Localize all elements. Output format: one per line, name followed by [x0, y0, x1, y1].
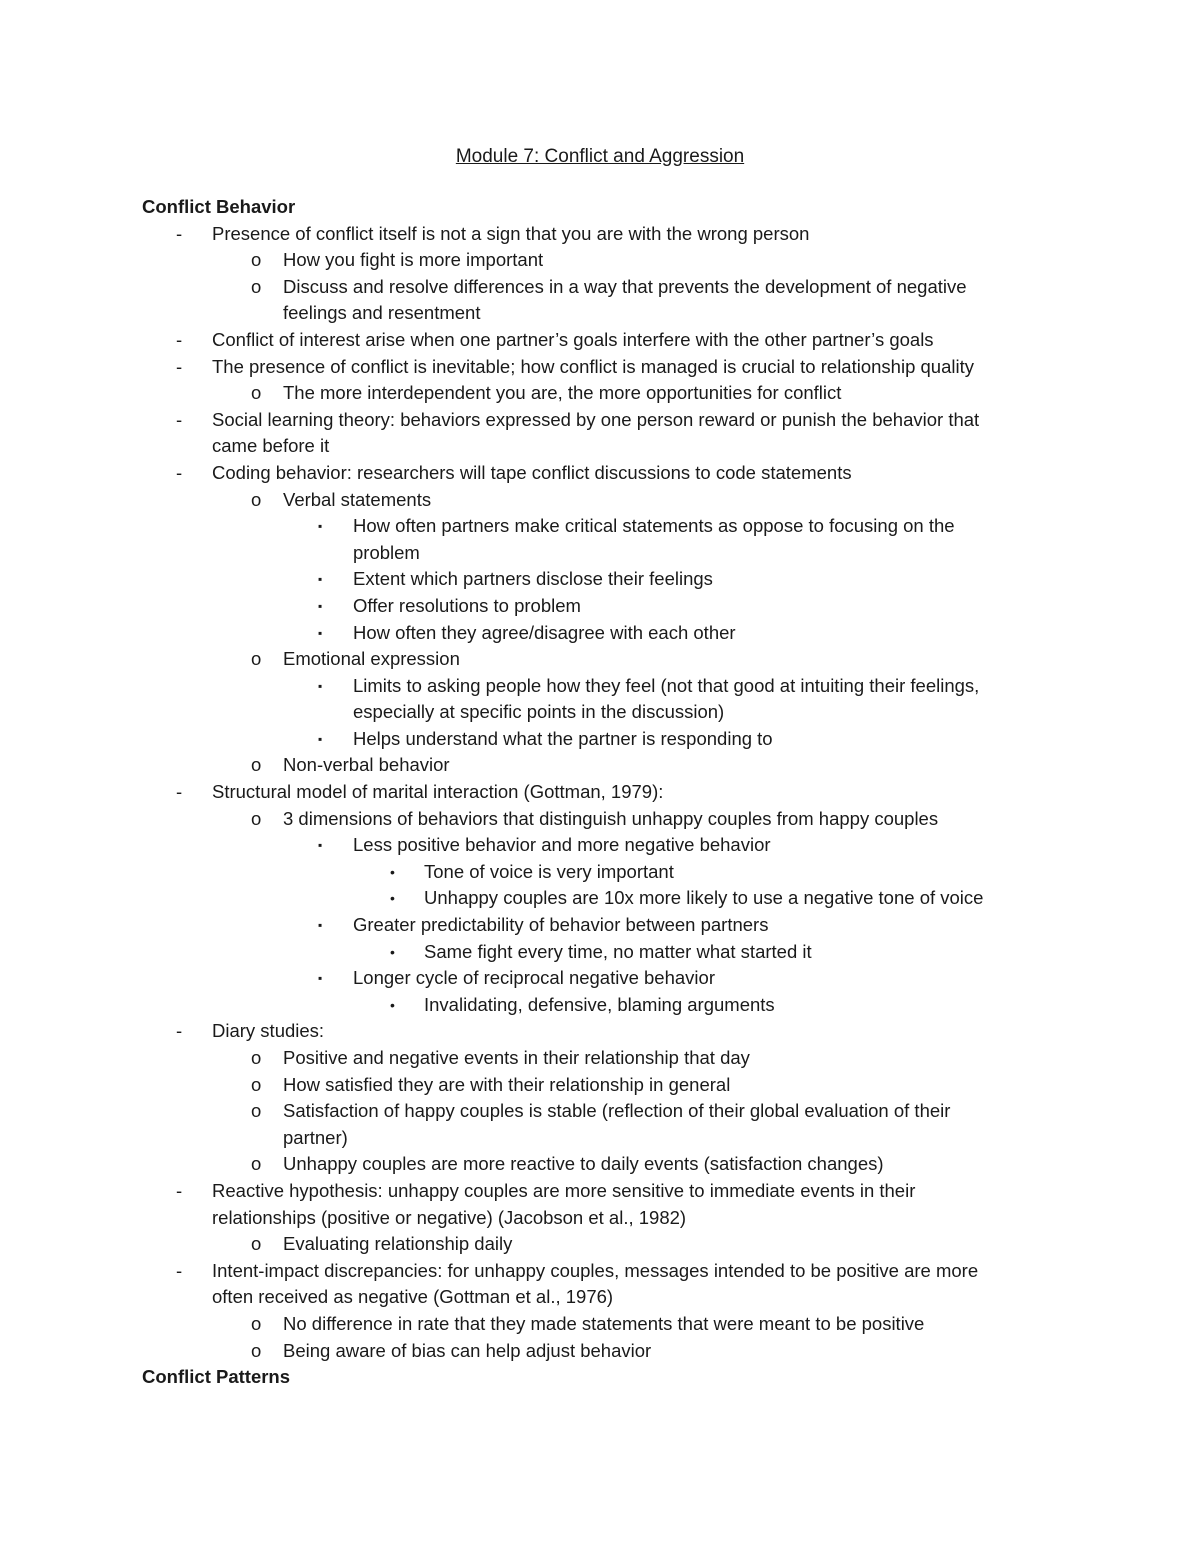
list-item-text: Verbal statements — [283, 488, 432, 510]
list-item-text: came before it — [212, 435, 330, 457]
list-item — [0, 380, 1200, 407]
list-item — [0, 1231, 1200, 1258]
bullet-marker: • — [390, 863, 395, 880]
circle-marker: o — [251, 382, 262, 404]
list-item-text: Limits to asking people how they feel (not that good at intuiting their feelings, — [353, 674, 980, 696]
list-item-text: Emotional expression — [283, 648, 460, 670]
list-item-text: The presence of conflict is inevitable; how conflict is managed is crucial to relationship quality — [212, 355, 974, 377]
list-item-text: Tone of voice is very important — [424, 860, 674, 882]
list-item — [0, 1018, 1200, 1045]
list-item-text: Unhappy couples are 10x more likely to use a negative tone of voice — [424, 887, 984, 909]
list-item-text: Conflict of interest arise when one partner’s goals interfere with the other partner’s goals — [212, 328, 934, 350]
list-item-text: Extent which partners disclose their feelings — [353, 568, 713, 590]
circle-marker: o — [251, 249, 262, 271]
square-marker: ▪ — [318, 572, 323, 587]
list-item — [0, 912, 1200, 939]
list-item — [0, 726, 1200, 753]
list-item — [0, 513, 1200, 540]
list-item-text: How you fight is more important — [283, 249, 544, 271]
list-item-text: Same fight every time, no matter what started it — [424, 940, 812, 962]
circle-marker: o — [251, 754, 262, 776]
list-item-text: 3 dimensions of behaviors that distinguish unhappy couples from happy couples — [283, 807, 939, 829]
list-item-text: Structural model of marital interaction (Gottman, 1979): — [212, 781, 664, 803]
list-item — [0, 1098, 1200, 1125]
list-item-text: How satisfied they are with their relationship in general — [283, 1073, 731, 1095]
dash-marker: - — [176, 1020, 183, 1042]
list-item-text: problem — [353, 541, 420, 563]
list-item-text: Positive and negative events in their relationship that day — [283, 1047, 750, 1068]
bullet-marker: • — [390, 996, 395, 1013]
list-item-text: Non-verbal behavior — [283, 754, 450, 776]
circle-marker: o — [251, 1100, 262, 1122]
dash-marker: - — [176, 461, 183, 483]
square-marker: ▪ — [318, 519, 323, 534]
square-marker: ▪ — [318, 598, 323, 613]
circle-marker: o — [251, 1339, 262, 1361]
list-item — [0, 965, 1200, 992]
list-item-continuation — [0, 540, 1200, 567]
list-item — [0, 1178, 1200, 1205]
list-item-text: relationships (positive or negative) (Jacobson et al., 1982) — [212, 1206, 687, 1228]
list-item-continuation — [0, 1205, 1200, 1232]
list-item — [0, 885, 1200, 912]
circle-marker: o — [251, 1312, 262, 1334]
list-item-text: Unhappy couples are more reactive to daily events (satisfaction changes) — [283, 1153, 884, 1175]
list-item — [0, 1045, 1200, 1072]
list-item — [0, 354, 1200, 381]
list-item — [0, 593, 1200, 620]
dash-marker: - — [176, 222, 183, 244]
list-item-text: partner) — [283, 1126, 348, 1148]
list-item — [0, 673, 1200, 700]
list-item — [0, 832, 1200, 859]
list-item — [0, 221, 1200, 248]
list-item-text: How often partners make critical statements as oppose to focusing on the — [353, 515, 955, 537]
list-item — [0, 274, 1200, 301]
list-item-text: Greater predictability of behavior between partners — [353, 914, 769, 936]
section-heading-conflict-patterns: Conflict Patterns — [142, 1366, 291, 1388]
list-item — [0, 620, 1200, 647]
list-item-text: No difference in rate that they made statements that were meant to be positive — [283, 1312, 925, 1334]
document-body — [0, 194, 1200, 1391]
list-item — [0, 487, 1200, 514]
list-item-continuation — [0, 300, 1200, 327]
square-marker: ▪ — [318, 918, 323, 933]
list-item-text: feelings and resentment — [283, 302, 481, 324]
list-item-text: Being aware of bias can help adjust behavior — [283, 1339, 652, 1361]
list-item-text: How often they agree/disagree with each other — [353, 621, 736, 643]
list-item — [0, 1311, 1200, 1338]
list-item-continuation — [0, 1125, 1200, 1152]
list-item-text: Coding behavior: researchers will tape conflict discussions to code statements — [212, 461, 852, 483]
dash-marker: - — [176, 781, 183, 803]
square-marker: ▪ — [318, 731, 323, 746]
list-item-text: Social learning theory: behaviors expressed by one person reward or punish the behavior that — [212, 408, 980, 430]
list-item — [0, 1072, 1200, 1099]
document-title: Module 7: Conflict and Aggression — [455, 146, 745, 167]
list-item — [0, 1258, 1200, 1285]
bullet-marker: • — [390, 943, 395, 960]
dash-marker: - — [176, 408, 183, 430]
list-item-text: Invalidating, defensive, blaming arguments — [424, 993, 775, 1015]
list-item-text: Offer resolutions to problem — [353, 594, 581, 616]
section-heading-conflict-behavior: Conflict Behavior — [142, 196, 296, 217]
circle-marker: o — [251, 1073, 262, 1095]
list-item — [0, 460, 1200, 487]
list-item — [0, 327, 1200, 354]
list-item-text: Discuss and resolve differences in a way that prevents the development of negative — [283, 275, 967, 297]
list-item-text: Intent-impact discrepancies: for unhappy couples, messages intended to be positive are more — [212, 1259, 979, 1281]
circle-marker: o — [251, 1047, 262, 1068]
list-item-text: Satisfaction of happy couples is stable (reflection of their global evaluation of their — [283, 1100, 951, 1122]
dash-marker: - — [176, 1179, 183, 1201]
circle-marker: o — [251, 1153, 262, 1175]
circle-marker: o — [251, 488, 262, 510]
list-item — [0, 992, 1200, 1019]
dash-marker: - — [176, 355, 183, 377]
list-item — [0, 752, 1200, 779]
list-item — [0, 859, 1200, 886]
list-item — [0, 566, 1200, 593]
list-item — [0, 806, 1200, 833]
list-item-text: Presence of conflict itself is not a sign that you are with the wrong person — [212, 222, 810, 244]
list-item-text: Helps understand what the partner is responding to — [353, 727, 773, 749]
list-item-text: Longer cycle of reciprocal negative behavior — [353, 967, 715, 989]
dash-marker: - — [176, 1259, 183, 1281]
list-item-continuation — [0, 1284, 1200, 1311]
list-item-text: Evaluating relationship daily — [283, 1233, 513, 1255]
list-item — [0, 779, 1200, 806]
square-marker: ▪ — [318, 838, 323, 853]
circle-marker: o — [251, 807, 262, 829]
list-item-text: The more interdependent you are, the more opportunities for conflict — [283, 382, 842, 404]
circle-marker: o — [251, 648, 262, 670]
list-item-continuation — [0, 699, 1200, 726]
list-item — [0, 1151, 1200, 1178]
list-item-text: Diary studies: — [212, 1020, 325, 1042]
circle-marker: o — [251, 1233, 262, 1255]
list-item-text: Reactive hypothesis: unhappy couples are more sensitive to immediate events in their — [212, 1179, 916, 1201]
square-marker: ▪ — [318, 625, 323, 640]
list-item — [0, 1338, 1200, 1365]
dash-marker: - — [176, 328, 183, 350]
list-item — [0, 407, 1200, 434]
square-marker: ▪ — [318, 678, 323, 693]
list-item-continuation — [0, 433, 1200, 460]
circle-marker: o — [251, 275, 262, 297]
list-item — [0, 939, 1200, 966]
list-item-text: often received as negative (Gottman et al., 1976) — [212, 1286, 614, 1308]
bullet-marker: • — [390, 890, 395, 907]
list-item-text: Less positive behavior and more negative behavior — [353, 834, 771, 856]
list-item — [0, 646, 1200, 673]
square-marker: ▪ — [318, 971, 323, 986]
list-item-text: especially at specific points in the discussion) — [353, 701, 725, 723]
list-item — [0, 247, 1200, 274]
